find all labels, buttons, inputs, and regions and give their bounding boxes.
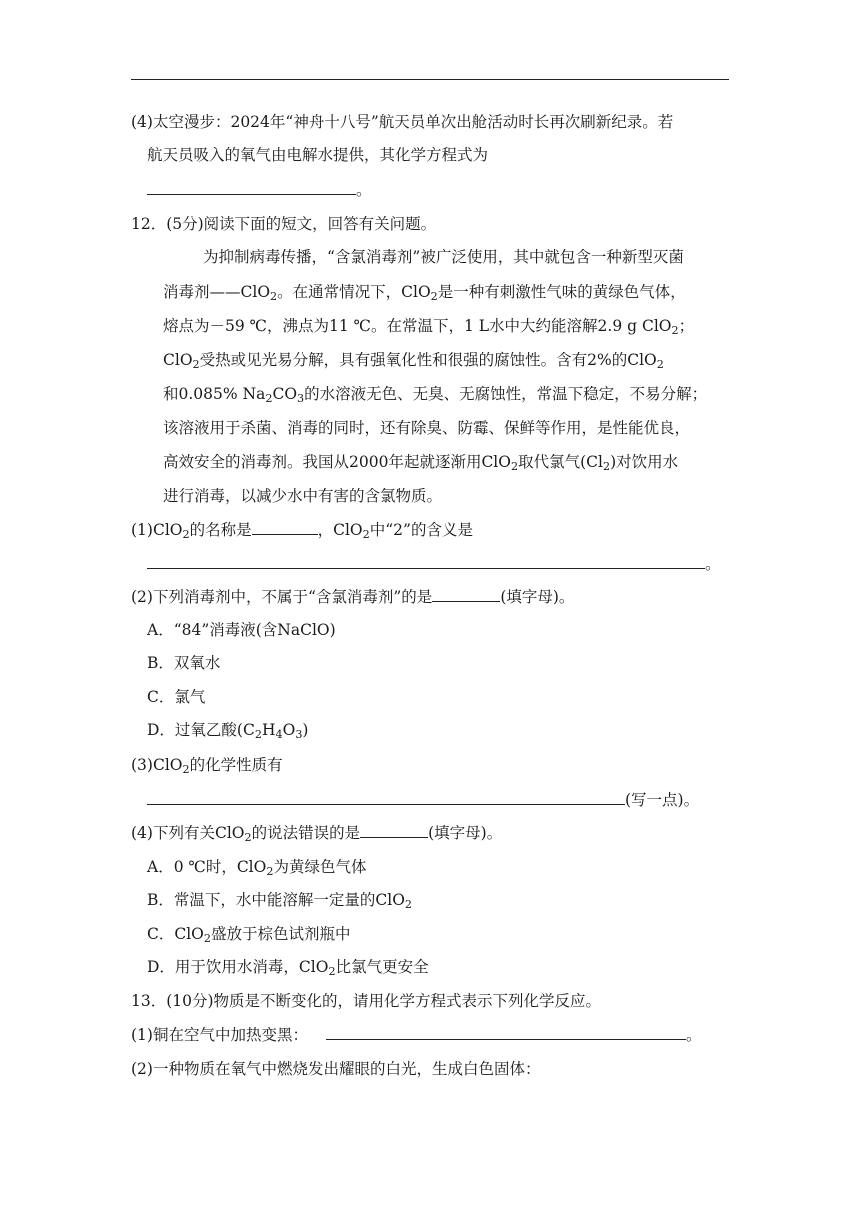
q11-4-line1: (4)太空漫步：2024年“神舟十八号”航天员单次出舱活动时长再次刷新纪录。若 [131,113,674,131]
passage-line6: 该溶液用于杀菌、消毒的同时，还有除臭、防霉、保鲜等作用，是性能优良， [163,419,691,437]
answer-blank[interactable] [326,1025,686,1040]
q13-title: 13．(10分)物质是不断变化的，请用化学方程式表示下列化学反应。 [131,992,602,1010]
q12-3-answer: (写一点)。 [147,790,699,810]
q12-1-answer: 。 [147,554,721,574]
q12-4-option-a[interactable]: A．0 ℃时，ClO$_2$为黄绿色气体 [147,858,367,879]
passage-line4: ClO$_2$受热或见光易分解，具有强氧化性和很强的腐蚀性。含有2%的ClO$_2$ [163,351,664,372]
answer-blank[interactable] [147,180,356,195]
q12-2-stem: (2)下列消毒剂中，不属于“含氯消毒剂”的是 (填字母)。 [131,588,575,606]
q12-4-stem: (4)下列有关ClO$_2$的说法错误的是 (填字母)。 [131,824,503,845]
answer-blank[interactable] [360,823,428,838]
q12-title: 12．(5分)阅读下面的短文，回答有关问题。 [131,215,437,233]
q13-1: (1)铜在空气中加热变黑： 。 [131,1026,702,1044]
q12-4-option-b[interactable]: B．常温下，水中能溶解一定量的ClO$_2$ [147,891,413,912]
q12-3-stem: (3)ClO$_2$的化学性质有 [131,756,283,777]
answer-blank[interactable] [432,587,500,602]
q12-2-option-c[interactable]: C．氯气 [147,688,206,706]
header-rule [131,79,729,80]
q12-4-option-d[interactable]: D．用于饮用水消毒，ClO$_2$比氯气更安全 [147,958,429,979]
q12-1-stem: (1)ClO$_2$的名称是 ，ClO$_2$中“2”的含义是 [131,521,473,542]
answer-blank[interactable] [147,790,625,805]
q12-4-option-c[interactable]: C．ClO$_2$盛放于棕色试剂瓶中 [147,925,351,946]
passage-line7: 高效安全的消毒剂。我国从2000年起就逐渐用ClO$_2$取代氯气$(Cl_2)$对饮用水 [163,453,679,474]
answer-blank[interactable] [252,520,318,535]
q11-4-answer: 。 [147,180,372,200]
q12-2-option-d[interactable]: D．过氧乙酸$(C_2H_4O_3)$ [147,721,309,742]
q13-2: (2)一种物质在氧气中燃烧发出耀眼的白光，生成白色固体： [131,1060,541,1078]
passage-line8: 进行消毒，以减少水中有害的含氯物质。 [163,487,443,505]
passage-line2: 消毒剂——ClO$_2$。在通常情况下，ClO$_2$是一种有刺激性气味的黄绿色气体， [163,283,686,304]
q11-4-line2: 航天员吸入的氧气由电解水提供，其化学方程式为 [147,146,489,164]
passage-line1: 为抑制病毒传播，“含氯消毒剂”被广泛使用，其中就包含一种新型灭菌 [203,248,684,266]
q12-2-option-a[interactable]: A．“84”消毒液(含NaClO) [147,621,336,639]
q12-2-option-b[interactable]: B．双氧水 [147,654,221,672]
answer-blank[interactable] [147,554,705,569]
passage-line3: 熔点为－59 ℃，沸点为11 ℃。在常温下，1 L水中大约能溶解2.9 g ClO$_2$； [163,317,695,338]
passage-line5: 和0.085% $Na_2CO_3$的水溶液无色、无臭、无腐蚀性，常温下稳定，不易分解； [163,385,708,406]
